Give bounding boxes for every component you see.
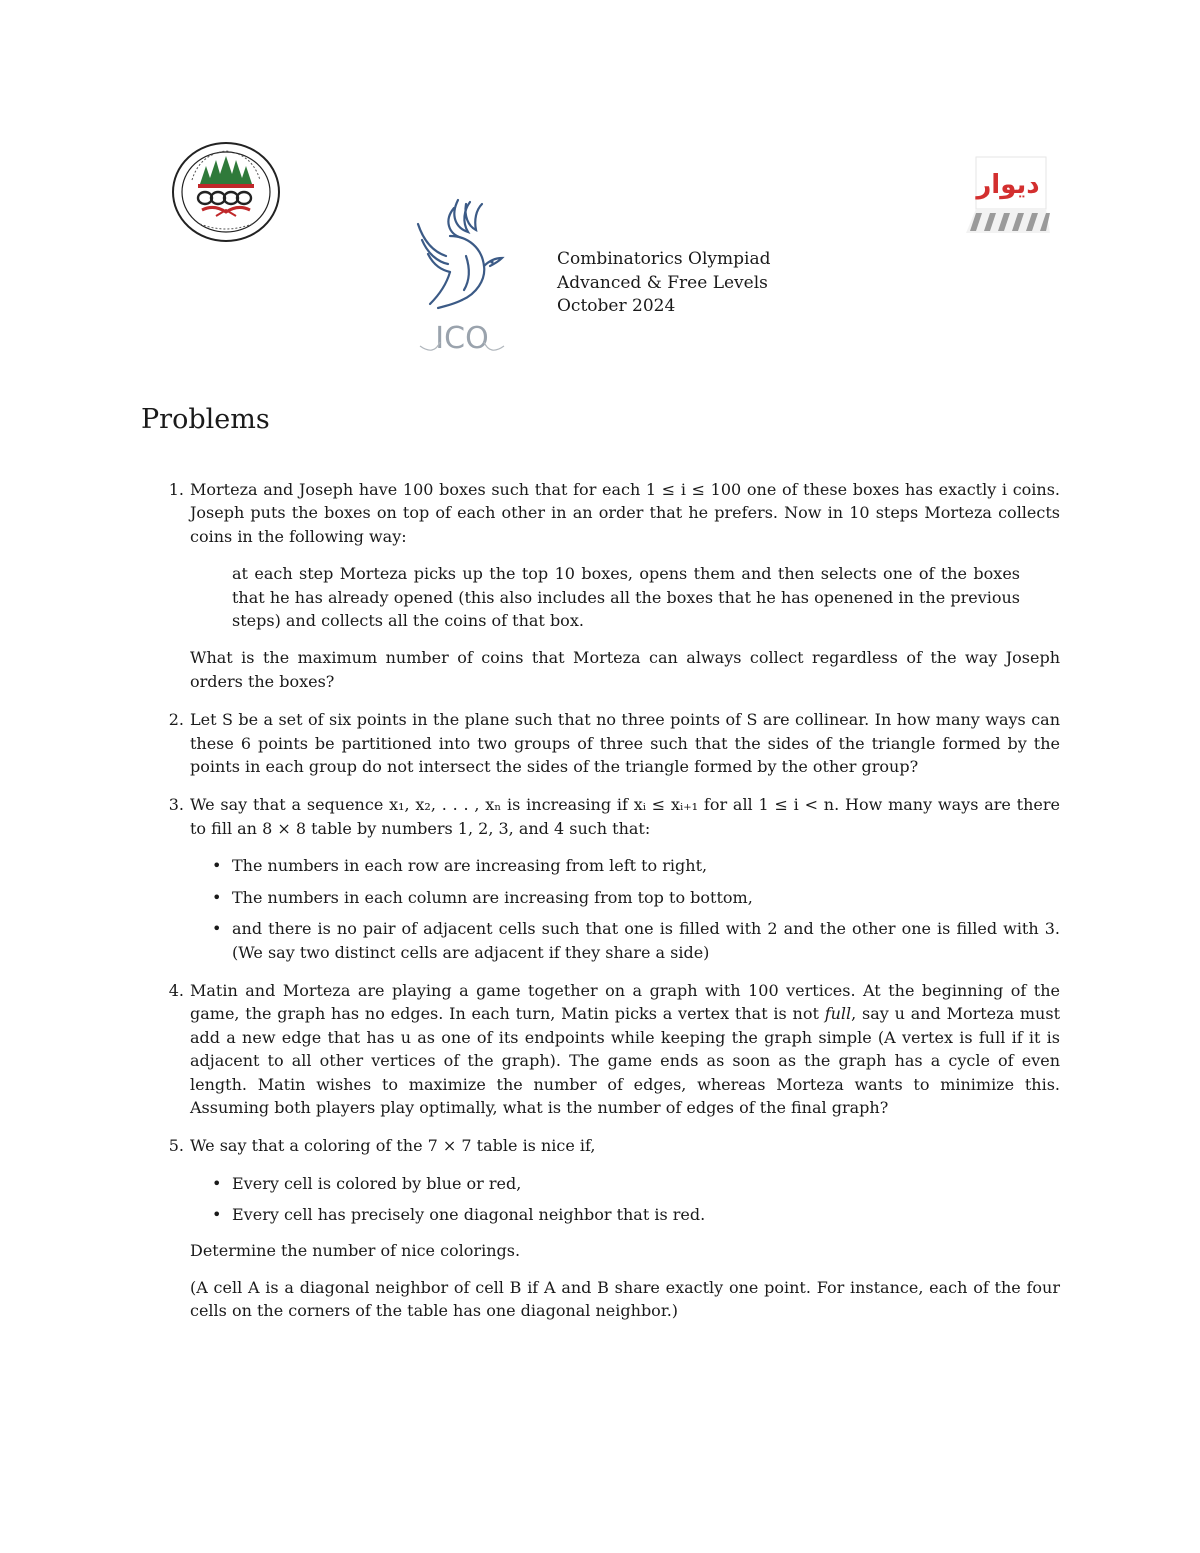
list-item: • The numbers in each column are increasing from top to bottom, — [232, 886, 1060, 909]
problem-5-question: Determine the number of nice colorings. — [190, 1240, 521, 1260]
header-title: Combinatorics Olympiad — [557, 249, 771, 269]
header-date: October 2024 — [557, 296, 676, 316]
divar-logo — [962, 155, 1054, 237]
list-item: • The numbers in each row are increasing from left to right, — [232, 854, 1060, 877]
ico-dove-logo — [410, 196, 514, 364]
header-levels: Advanced & Free Levels — [557, 272, 768, 293]
problem-4 — [160, 979, 1060, 1119]
problem-4-text-b: , say u and Morteza must add a new edge that has u as one of its endpoints while keeping the graph simple (A vertex is full if it is adjacent to all other vertices of the graph). The game ends as soon as the graph has a cycle of even length. Matin wishes to maximize the number of edges, whereas Morteza wants to minimize this. Assuming both players play optimally, what is the number of edges of the final graph? — [190, 1004, 1061, 1117]
problem-3-conditions — [190, 854, 1060, 964]
divar-wordmark: دیوار — [976, 170, 1040, 200]
problem-1 — [160, 478, 1060, 693]
problem-number: 3. — [168, 795, 184, 815]
problem-5-note: (A cell A is a diagonal neighbor of cell B if A and B share exactly one point. For instance, each of the four cells on the corners of the table has one diagonal neighbor.) — [190, 1277, 1060, 1321]
list-item: • Every cell has precisely one diagonal neighbor that is red. — [232, 1203, 1060, 1226]
university-seal-icon — [170, 140, 282, 244]
problem-1-quote: at each step Morteza picks up the top 10 boxes, opens them and then selects one of the boxes that he has already opened (this also includes all the boxes that he has openened in the previous steps) and collects all the coins of that box. — [232, 564, 1020, 631]
problem-list — [160, 478, 1060, 1338]
problem-4-text — [190, 979, 1060, 1119]
problem-3-intro: We say that a sequence x₁, x₂, . . . , xₙ is increasing if xᵢ ≤ xᵢ₊₁ for all 1 ≤ i < n. How many ways are there to fill an 8 × 8 table by numbers 1, 2, 3, and 4 such that: — [190, 795, 1060, 838]
problem-4-full-term: full — [824, 1004, 852, 1024]
list-item: • and there is no pair of adjacent cells such that one is filled with 2 and the other one is filled with 3. (We say two distinct cells are adjacent if they share a side) — [232, 917, 1060, 964]
section-title: Problems — [141, 404, 270, 435]
problem-5-conditions — [190, 1172, 1060, 1227]
problem-1-question: What is the maximum number of coins that Morteza can always collect regardless of the way Joseph orders the boxes? — [190, 648, 1060, 691]
problem-2-text: Let S be a set of six points in the plane such that no three points of S are collinear. In how many ways can these 6 points be partitioned into two groups of three such that the sides of the triangle formed by the points in each group do not intersect the sides of the triangle formed by the other group? — [190, 710, 1060, 777]
problem-2 — [160, 708, 1060, 778]
problem-3 — [160, 793, 1060, 963]
problem-number: 5. — [168, 1136, 184, 1156]
divar-logo-icon — [962, 155, 1054, 237]
problem-number: 4. — [168, 980, 184, 1000]
dove-icon — [410, 196, 514, 364]
problem-5-intro: We say that a coloring of the 7 × 7 table is nice if, — [190, 1136, 596, 1156]
university-seal-logo — [170, 140, 282, 244]
list-item: • Every cell is colored by blue or red, — [232, 1172, 1060, 1195]
problem-number: 1. — [168, 480, 184, 499]
problem-4-text-a: Matin and Morteza are playing a game together on a graph with 100 vertices. At the beginning of the game, the graph has no edges. In each turn, Matin picks a vertex that is not — [190, 980, 1060, 1024]
problem-number: 2. — [168, 710, 184, 730]
ico-label: ICO — [435, 321, 489, 356]
header-block — [557, 248, 770, 319]
problem-5 — [160, 1134, 1060, 1322]
problem-1-intro: Morteza and Joseph have 100 boxes such that for each 1 ≤ i ≤ 100 one of these boxes has exactly i coins. Joseph puts the boxes on top of each other in an order that he prefers. Now in 10 steps Morteza collects coins in the following way: — [190, 480, 1060, 546]
